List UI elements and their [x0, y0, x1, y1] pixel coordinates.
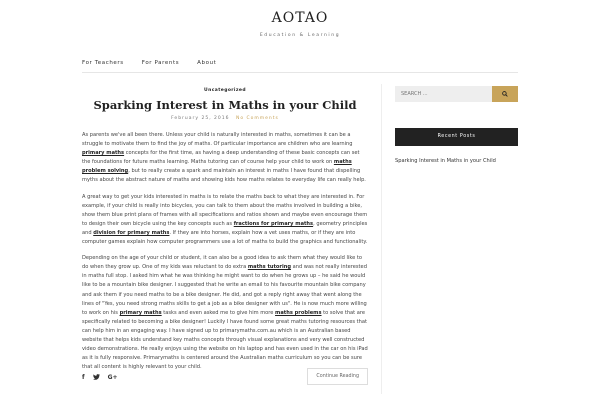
paragraph-text: to solve that are specifically related to becoming a bike designer! Luckily I have found some great maths tutoring resources that can help him in an engaging way. I have signed up to primarymaths.com.au which is an Australian based website that helps kids understand key maths concepts through visual explanations and very well constructed video demonstrations. He really enjoys using the website on his laptop and has even used in the car on his iPad as it is fully responsive. Primarymaths is centered around the Australian maths curriculum so you can be sure that all content is highly relevant to your child. [82, 309, 368, 371]
post-meta [82, 116, 368, 121]
google-plus-icon[interactable]: G+ [107, 374, 118, 381]
nav-about[interactable]: About [197, 60, 217, 66]
comments-link[interactable]: No Comments [235, 116, 279, 121]
search-widget [395, 86, 518, 102]
paragraph-text: and was not really interested in maths full stop. I asked him what he was thinking he might want to do when he grows up – he said he would like to be a mountain bike designer. I suggested that he write an email to his favourite mountain bike company and ask them if you need maths to be a bike designer. He did, and got a reply right away that went along the lines of "Yes, you need strong maths skills to get a job as a bike designer with us". He is now much more willing to work on his [82, 264, 367, 316]
search-input[interactable] [395, 86, 492, 102]
post-footer [82, 368, 368, 390]
facebook-icon[interactable]: f [82, 374, 85, 381]
post-paragraph [82, 131, 368, 186]
post-content [82, 131, 368, 372]
site-tagline: Education & Learning [259, 33, 341, 38]
continue-reading-button[interactable]: Continue Reading [307, 368, 368, 385]
search-button[interactable] [492, 86, 518, 102]
post-title[interactable]: Sparking Interest in Maths in your Child [93, 98, 357, 112]
main-nav [82, 60, 216, 66]
paragraph-text: , geometry principles and [82, 220, 368, 236]
post-article [82, 84, 368, 379]
inline-link[interactable]: fractions for primary maths [233, 220, 314, 227]
inline-link[interactable]: primary maths [119, 309, 162, 316]
recent-posts-title: Recent Posts [395, 128, 518, 146]
paragraph-text: As parents we've all been there. Unless your child is naturally interested in maths, sometimes it can be a struggle to motivate them to find the joy of maths. Of particular importance are children who are learning [82, 132, 353, 148]
post-date: February 25, 2016 [171, 116, 230, 121]
paragraph-text: A great way to get your kids interested in maths is to relate the maths back to what they are interested in. For example, if your child is really into bicycles, you can talk to them about the maths involved in building a bike, show them blue print plans of frames with all specifications and ratios shown and maybe even encourage them to design their own bicycle using the key concepts such as [82, 193, 368, 227]
paragraph-text: , but to really create a spark and maintain an interest in maths I have found that dispelling myths about the abstract nature of maths and showing kids how maths relates to everyday life can really help. [82, 168, 366, 184]
search-icon [502, 91, 508, 97]
nav-for-parents[interactable]: For Parents [141, 60, 180, 66]
site-title[interactable]: AOTAO [271, 10, 329, 26]
paragraph-text: concepts for the first time, as having a deep understanding of these basic concepts can set the foundations for future maths learning. Maths tutoring can of course help your child to work on [82, 150, 360, 166]
post-paragraph [82, 193, 368, 248]
nav-for-teachers[interactable]: For Teachers [82, 60, 124, 66]
inline-link[interactable]: maths tutoring [247, 264, 291, 271]
paragraph-text: Depending on the age of your child or student, it can also be a good idea to ask them what they would like to do when they grow up. One of my kids was reluctant to do extra [82, 255, 362, 271]
post-category[interactable]: Uncategorized [204, 88, 246, 93]
twitter-icon[interactable] [93, 374, 100, 382]
inline-link[interactable]: maths problems [275, 309, 322, 316]
share-icons [82, 374, 118, 382]
paragraph-text: . If they are into horses, explain how a vet uses maths, or if they are into computer games explain how computer programmers use a lot of maths to build the graphics and functionality. [82, 229, 368, 246]
sidebar [395, 86, 518, 164]
inline-link[interactable]: division for primary maths [93, 229, 170, 236]
inline-link[interactable]: maths problem solving [82, 159, 352, 175]
sidebar-divider [381, 84, 382, 394]
recent-post-link[interactable]: Sparking Interest in Maths in your Child [395, 158, 496, 164]
paragraph-text: tasks and even asked me to give him more [161, 309, 276, 316]
nav-divider [82, 72, 518, 73]
post-paragraph [82, 254, 368, 372]
inline-link[interactable]: primary maths [82, 150, 125, 157]
